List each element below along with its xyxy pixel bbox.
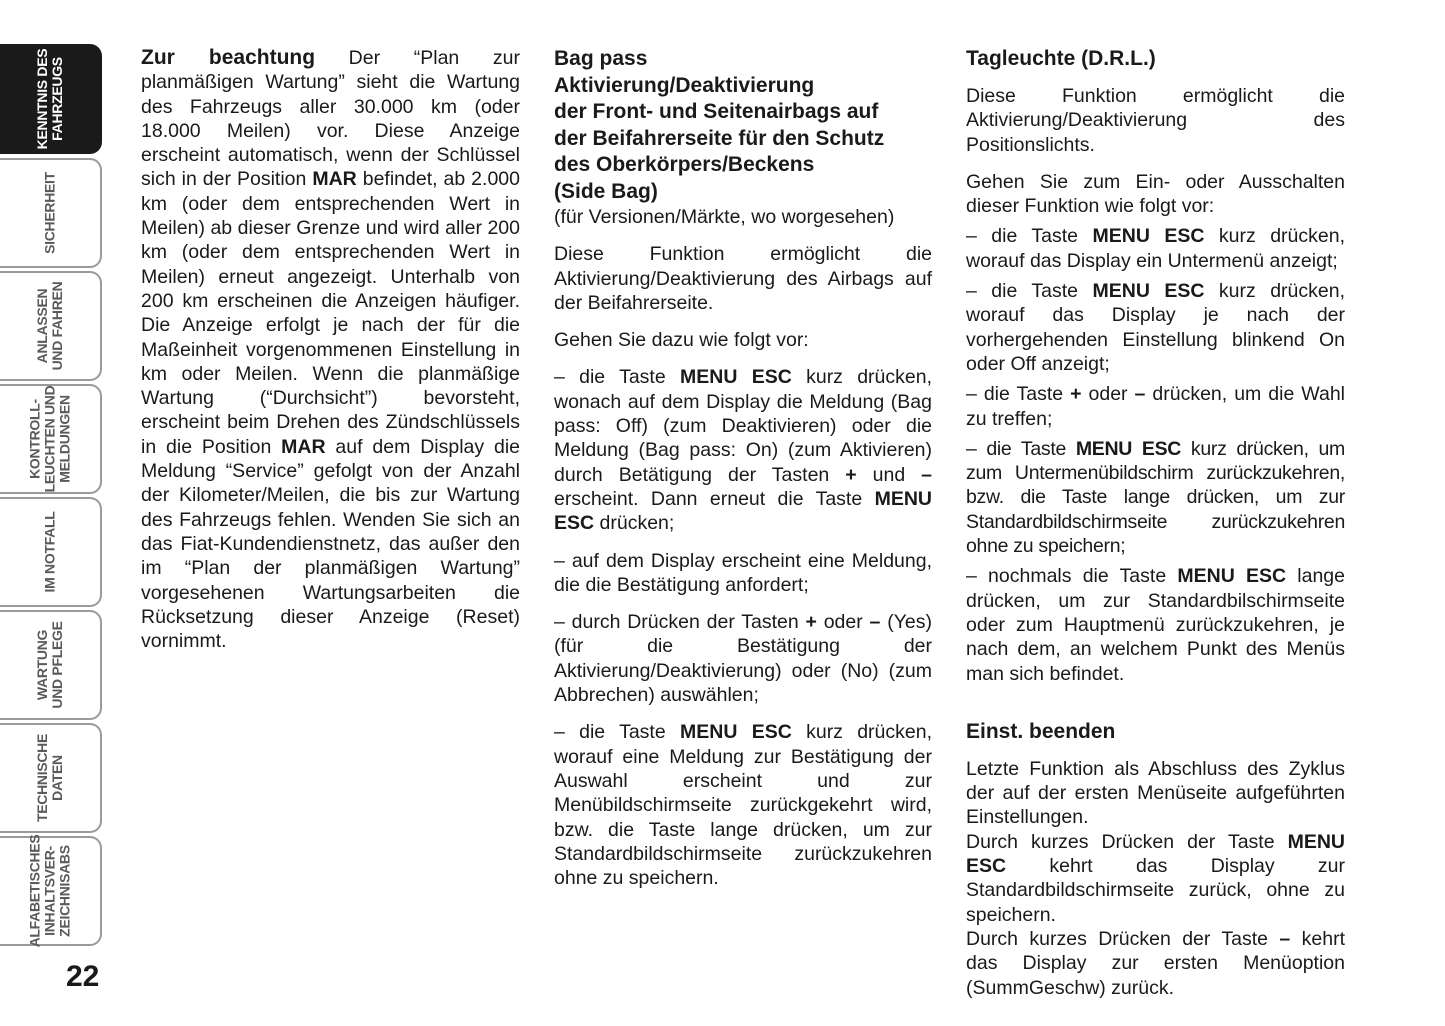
- menu-key: MENU: [1092, 225, 1150, 248]
- minus-key: –: [921, 463, 933, 486]
- minus-key: –: [869, 611, 881, 634]
- paragraph: Letzte Funktion als Abschluss des Zyklus der auf der ersten Menüseite aufgeführten Einstellungen.: [966, 757, 1345, 829]
- paragraph: Gehen Sie dazu wie folgt vor:: [554, 329, 809, 352]
- step-1: [966, 224, 1345, 273]
- heading-line: des Oberkörpers/Beckens: [554, 153, 815, 176]
- text: kehrt das Display zur Standardbildschirmseite zurück, ohne zu speichern.: [966, 855, 1345, 926]
- text: drücken;: [594, 512, 675, 535]
- tab-wartung-und-pflege[interactable]: [0, 610, 102, 720]
- text: kurz drücken, worauf das Display je nach der vorhergehenden Einstellung blinkend On oder Off anzeigt;: [966, 280, 1345, 375]
- section-heading-einst-beenden: Einst. beenden: [966, 719, 1116, 743]
- column-1: [141, 46, 520, 666]
- text: – die Taste: [554, 721, 680, 744]
- menu-key: MENU: [1177, 565, 1235, 588]
- text: befindet, ab 2.000 km (oder dem entsprechenden Wert in Meilen) ab dieser Grenze und wird aller 200 km (oder dem entsprechenden Wert in Meilen) erneut angezeigt. Unterhalb von 200 km erscheinen die Anzeigen häufiger. Die Anzeige erfolgt je nach der für die Maßeinheit vorgenommenen Einstellung in km oder Meilen. Wenn die planmäßige Wartung (“Durchsicht”) bevorsteht, erscheint beim Drehen des Zündschlüssels in die Position: [141, 168, 520, 458]
- tab-kenntnis-des-fahrzeugs[interactable]: [0, 44, 102, 154]
- heading-line: Bag pass: [554, 47, 648, 70]
- minus-key: –: [1134, 383, 1146, 406]
- step-4: [554, 720, 932, 890]
- tab-im-notfall[interactable]: [0, 497, 102, 607]
- tab-alfabetisches-inhaltsverzeichnis[interactable]: [0, 836, 102, 946]
- text: kurz drücken, worauf eine Meldung zur Bestätigung der Auswahl erscheint und zur Menübildschirmseite zurückgekehrt wird, bzw. die Taste lange drücken, um zur Standardbildschirmseite zurückzukehren ohne zu speichern.: [554, 721, 933, 890]
- text: erscheint. Dann erneut die Taste: [554, 487, 875, 510]
- step-1: [554, 365, 932, 535]
- text: – durch Drücken der Tasten: [554, 611, 806, 634]
- esc-key: ESC: [554, 512, 595, 535]
- tab-anlassen-und-fahren[interactable]: [0, 271, 102, 381]
- step-4: [966, 437, 1345, 558]
- text: oder: [1081, 383, 1135, 406]
- step-3: [966, 382, 1345, 431]
- text: kurz drücken, um zum Untermenübildschirm zurückzukehren, bzw. die Taste lange drücken, um zur Standardbildschirmseite zurückzukehren ohne zu speichern;: [966, 437, 1346, 558]
- tab-label: KENNTNIS DES FAHRZEUGS: [34, 48, 65, 150]
- paragraph: [966, 927, 1345, 1000]
- tab-label: ANLASSEN UND FAHREN: [34, 281, 65, 371]
- tab-label: TECHNISCHE DATEN: [34, 733, 65, 823]
- minus-key: –: [1279, 927, 1291, 950]
- menu-key: MENU: [1075, 437, 1133, 460]
- text: – nochmals die Taste: [966, 565, 1178, 588]
- paragraph: Diese Funktion ermöglicht die Aktivierung/Deaktivierung des Positionslichts.: [966, 85, 1345, 156]
- text: – die Taste: [966, 383, 1071, 406]
- esc-key: ESC: [966, 855, 1007, 878]
- tab-label: SICHERHEIT: [41, 172, 58, 254]
- esc-key: ESC: [751, 721, 792, 744]
- column-2: [554, 46, 932, 903]
- section-heading-tagleuchte: Tagleuchte (D.R.L.): [966, 47, 1156, 70]
- plus-key: +: [845, 463, 857, 486]
- text: auf dem Display die Meldung “Service” gefolgt von der Anzahl der Kilometer/Meilen, die bis zur Wartung des Fahrzeugs fehlen. Wenden Sie sich an das Fiat-Kundendienstnetz, das außer den im “Plan der planmäßigen Wartung” vorgesehenen Wartungsarbeiten die Rücksetzung dieser Anzeige (Reset) vornimmt.: [141, 435, 521, 653]
- paragraph: Diese Funktion ermöglicht die Aktivierung/Deaktivierung des Airbags auf der Beifahrerseite.: [554, 243, 932, 314]
- heading-line: der Front- und Seitenairbags auf: [554, 100, 879, 123]
- menu-key: MENU: [1287, 830, 1345, 853]
- bold-lead: Zur beachtung: [141, 46, 316, 69]
- esc-key: ESC: [1141, 437, 1182, 460]
- heading-line: der Beifahrerseite für den Schutz: [554, 126, 885, 150]
- tab-sicherheit[interactable]: [0, 158, 102, 268]
- tab-label: IM NOTFALL: [41, 511, 58, 593]
- step-5: [966, 564, 1345, 685]
- plus-key: +: [805, 611, 817, 634]
- paragraph: Gehen Sie zum Ein- oder Ausschalten dieser Funktion wie folgt vor:: [966, 170, 1345, 218]
- esc-key: ESC: [1164, 280, 1205, 303]
- text: – die Taste: [554, 366, 680, 389]
- text: Der “Plan zur planmäßigen Wartung” sieht die Wartung des Fahrzeugs aller 30.000 km (oder 18.000 Meilen) vor. Diese Anzeige erscheint automatisch, wenn der Schlüssel sich in der Position: [141, 47, 520, 191]
- step-3: [554, 610, 932, 707]
- plus-key: +: [1070, 383, 1082, 406]
- text: Durch kurzes Drücken der Taste: [966, 927, 1280, 950]
- text: kurz drücken, wonach auf dem Display die Meldung (Bag pass: Off) (zum Deaktivieren) oder die Meldung (Bag pass: On) (zum Aktivieren) durch Betätigung der Tasten: [554, 366, 933, 486]
- text: oder: [816, 611, 870, 634]
- step-2: [966, 279, 1345, 376]
- text: kurz drücken, worauf das Display ein Untermenü anzeigt;: [966, 225, 1345, 272]
- tab-label: WARTUNG UND PFLEGE: [34, 621, 65, 709]
- version-note: (für Versionen/Märkte, wo worgesehen): [554, 206, 895, 228]
- heading-line: Aktivierung/Deaktivierung: [554, 73, 815, 97]
- esc-key: ESC: [751, 366, 792, 389]
- menu-key: MENU: [874, 487, 932, 510]
- esc-key: ESC: [1164, 225, 1205, 248]
- section-heading-bag-pass: [554, 46, 932, 205]
- text: und: [856, 463, 922, 486]
- mar-key: MAR: [281, 435, 326, 458]
- menu-key: MENU: [1092, 280, 1150, 303]
- text: drücken, um die Wahl zu treffen;: [966, 383, 1345, 430]
- tab-technische-daten[interactable]: [0, 723, 102, 833]
- text: Durch kurzes Drücken der Taste: [966, 830, 1288, 853]
- tab-kontrollleuchten[interactable]: [0, 384, 102, 494]
- text: – die Taste: [966, 437, 1076, 460]
- paragraph: [966, 830, 1345, 927]
- tab-label: ALFABETISCHES INHALTSVER- ZEICHNISABS: [26, 834, 73, 948]
- text: kehrt das Display zur ersten Menüoption (SummGeschw) zurück.: [966, 927, 1345, 999]
- service-note-paragraph: [141, 46, 520, 653]
- heading-line: (Side Bag): [554, 179, 658, 203]
- esc-key: ESC: [1245, 565, 1287, 588]
- text: lange drücken, um zur Standardbilschirmseite oder zum Hauptmenü zurückzukehren, je nach dem, an welchem Punkt des Menüs man sich befindet.: [966, 565, 1345, 685]
- tab-label: KONTROLL- LEUCHTEN UND MELDUNGEN: [26, 385, 73, 493]
- page-number: 22: [66, 960, 100, 993]
- text: – die Taste: [966, 280, 1093, 303]
- step-2: – auf dem Display erscheint eine Meldung, die die Bestätigung anfordert;: [554, 549, 932, 596]
- menu-key: MENU: [679, 366, 738, 389]
- text: (Yes) (für die Bestätigung der Aktivierung/Deaktivierung) oder (No) (zum Abbrechen) auswählen;: [554, 611, 933, 707]
- menu-key: MENU: [679, 721, 738, 744]
- text: – die Taste: [966, 225, 1093, 248]
- column-3: [966, 46, 1345, 1000]
- mar-key: MAR: [312, 168, 357, 191]
